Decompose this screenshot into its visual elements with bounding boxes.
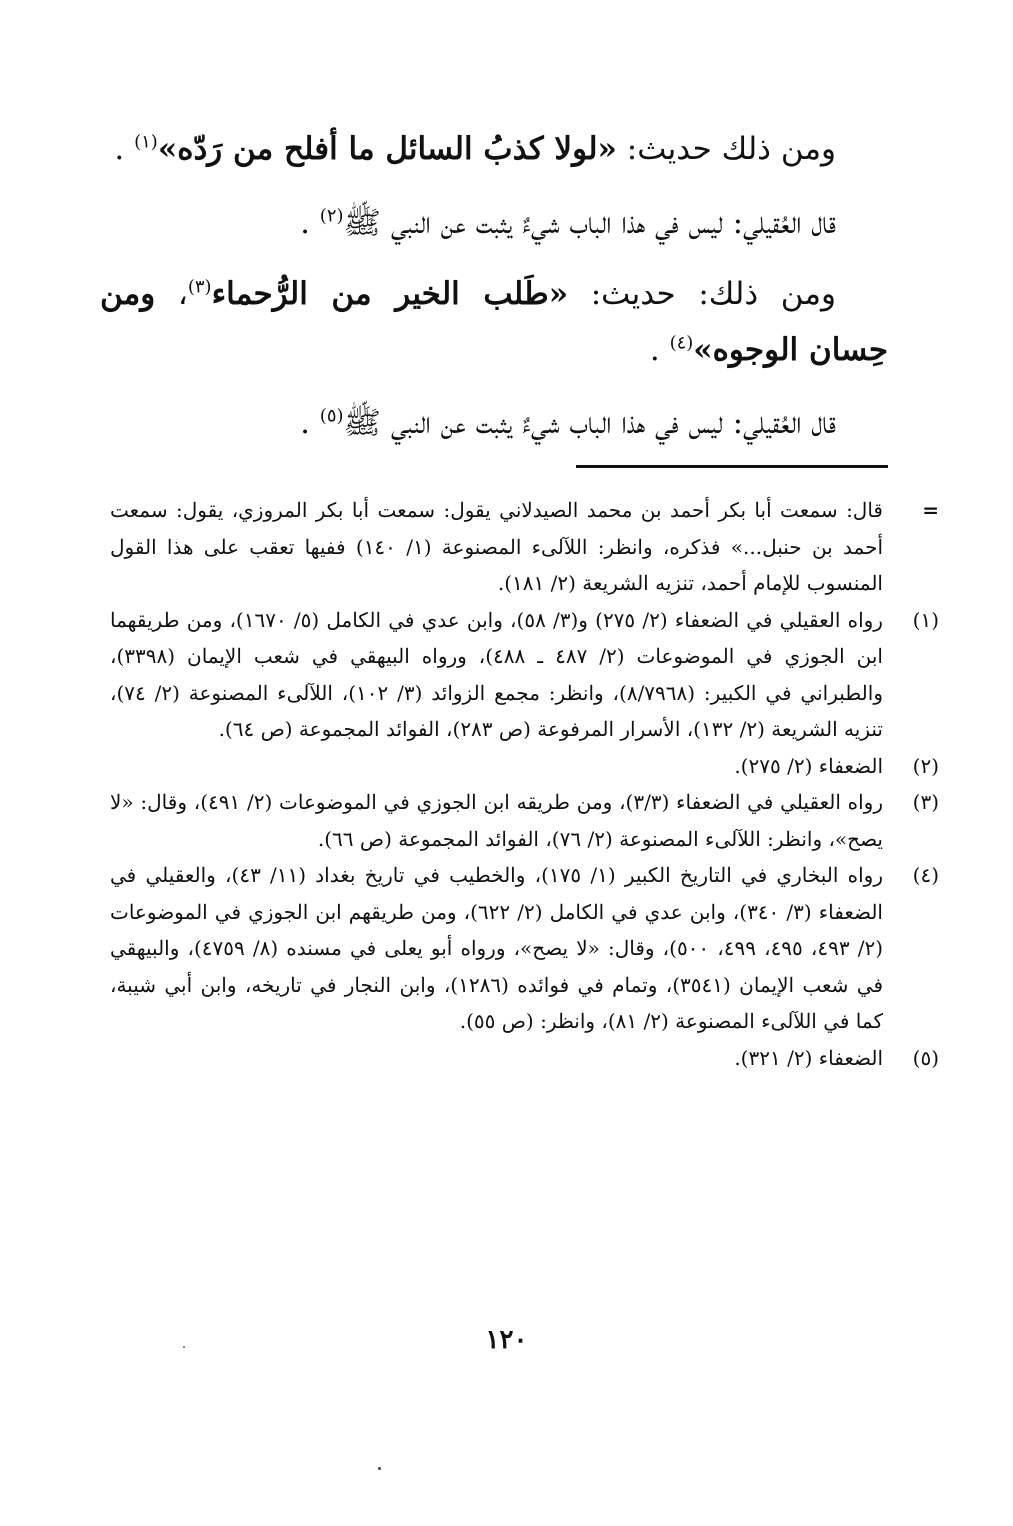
footnote-separator [576,465,888,468]
footnote-ref-2[interactable]: (٢) [319,205,344,227]
footnote-marker: (٣) [912,790,939,814]
main-text [100,118,888,466]
footnote-marker: (١) [912,607,939,632]
footnote-ref-5[interactable]: (٥) [319,405,344,427]
page-number: ١٢٠ [485,1325,528,1355]
p3-sep: ، [155,276,188,312]
paragraph-3 [100,266,888,378]
footnote-ref-4[interactable]: (٤) [669,332,694,354]
footnote-3 [110,784,939,857]
footnote-marker: (٤) [912,863,939,887]
footnote-2 [110,748,939,785]
footnote-5 [110,1040,939,1077]
paragraph-2 [100,192,888,254]
speck [183,1346,185,1348]
footnote-marker: (٥) [912,1045,939,1070]
p3-end: . [649,332,660,368]
p2-text: قال العُقيلي: ليس في هذا الباب شيءٌ يثبت عن النبي ﷺ [343,205,836,241]
footnote-text: الضعفاء (٢/ ٢٧٥). [734,753,883,778]
footnote-1 [110,602,939,748]
p1-intro: ومن ذلك حديث: [616,131,836,167]
footnote-text: رواه العقيلي في الضعفاء (٢/ ٢٧٥) و(٣/ ٥٨)، وابن عدي في الكامل (٥/ ١٦٧٠)، ومن طريقهما ابن الجوزي في الموضوعات (٢/ ٤٨٧ ـ ٤٨٨)، ورواه البيهقي في شعب الإيمان (٣٣٩٨)، والطبراني في الكبير: (٨/٧٩٦٨)، وانظر: مجمع الزوائد (٣/ ١٠٢)، اللآلىء المصنوعة (٢/ ٧٤)، تنزيه الشريعة (٢/ ١٣٢)، الأسرار المرفوعة (ص ٢٨٣)، الفوائد المجموعة (ص ٦٤). [110,607,883,741]
p2-end: . [300,205,310,241]
footnote-text: قال: سمعت أبا بكر أحمد بن محمد الصيدلاني يقول: سمعت أبا بكر المروزي، يقول: سمعت أحمد بن حنبل...» فذكره، وانظر: اللآلىء المصنوعة (١/ ١٤٠) ففيها تعقب على هذا القول المنسوب للإمام أحمد، تنزيه الشريعة (٢/ ١٨١). [110,498,883,595]
hadith-quote-2b: ومن حِسان الوجوه» [100,276,888,368]
footnote-text: الضعفاء (٢/ ٣٢١). [734,1045,883,1070]
footnote-text: رواه العقيلي في الضعفاء (٣/٣)، ومن طريقه ابن الجوزي في الموضوعات (٢/ ٤٩١)، وقال: «لا يصح»، وانظر: اللآلىء المصنوعة (٢/ ٧٦)، الفوائد المجموعة (ص ٦٦). [110,790,883,851]
speck [378,1467,381,1470]
hadith-quote-1: «لولا كذبُ السائل ما أفلح من رَدّه» [157,131,617,167]
footnote-marker: (٢) [912,753,939,778]
p4-end: . [300,405,310,441]
footnote-continued [110,492,939,602]
paragraph-1 [100,118,888,180]
p4-text: قال العُقيلي: ليس في هذا الباب شيءٌ يثبت عن النبي ﷺ [343,405,836,441]
hadith-quote-2a: «طَلب الخير من الرُّحماء [211,276,569,312]
footnote-marker: = [922,498,939,522]
p1-end: . [114,131,125,167]
p3-intro: ومن ذلك: حديث: [568,276,836,312]
footnote-4 [110,857,939,1040]
footnote-ref-3[interactable]: (٣) [187,276,212,298]
paragraph-4 [100,392,888,454]
footnote-text: رواه البخاري في التاريخ الكبير (١/ ١٧٥)، والخطيب في تاريخ بغداد (١١/ ٤٣)، والعقيلي في الضعفاء (٣/ ٣٤٠)، وابن عدي في الكامل (٢/ ٦٢٢)، ومن طريقهم ابن الجوزي في الموضوعات (٢/ ٤٩٣، ٤٩٥، ٤٩٩، ٥٠٠)، وقال: «لا يصح»، ورواه أبو يعلى في مسنده (٨/ ٤٧٥٩)، والبيهقي في شعب الإيمان (٣٥٤١)، وتمام في فوائده (١٢٨٦)، وابن النجار في تاريخه، وابن أبي شيبة، كما في اللآلىء المصنوعة (٢/ ٨١)، وانظر: (ص ٥٥). [110,863,884,1033]
footnotes [110,492,939,1076]
footnote-ref-1[interactable]: (١) [134,131,158,153]
